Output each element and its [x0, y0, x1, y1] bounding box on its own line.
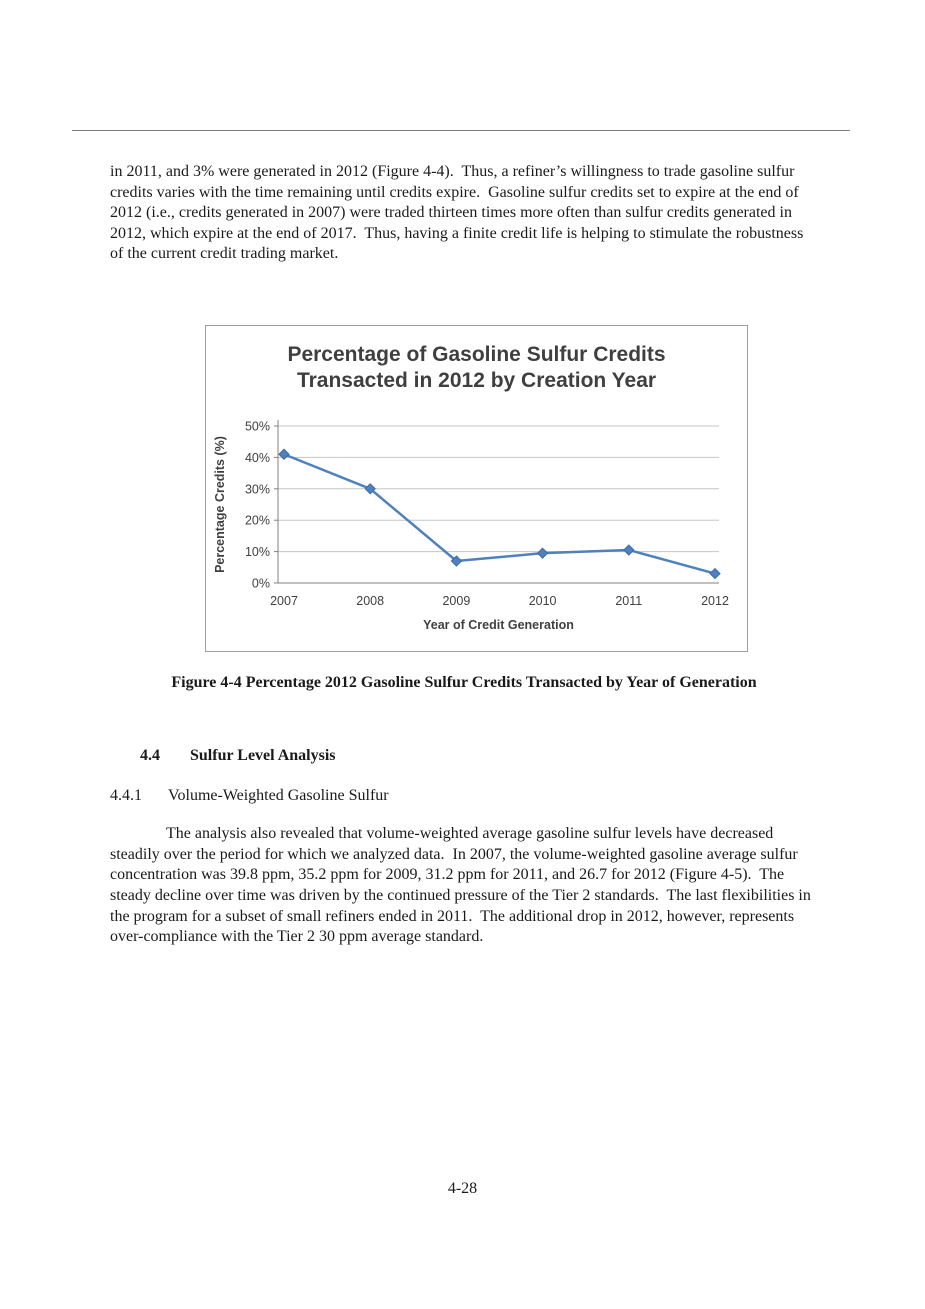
figure-4-4-chart	[205, 325, 748, 652]
subsection-heading-4-4-1	[110, 786, 818, 807]
svg-text:2008: 2008	[356, 593, 385, 608]
section-heading-4-4	[110, 746, 818, 767]
header-rule	[72, 130, 850, 131]
svg-text:Percentage Credits (%): Percentage Credits (%)	[213, 436, 227, 573]
figure-caption: Figure 4-4 Percentage 2012 Gasoline Sulfur Credits Transacted by Year of Generation	[171, 673, 757, 691]
svg-text:Year of Credit Generation: Year of Credit Generation	[423, 617, 574, 632]
svg-text:2009: 2009	[442, 593, 471, 608]
section-title: Sulfur Level Analysis	[190, 746, 336, 764]
paragraph-credit-trading: in 2011, and 3% were generated in 2012 (Figure 4-4). Thus, a refiner’s willingness to trade gasoline sulfur credits varies with the time remaining until credits expire. Gasoline sulfur credits set to expire at the end of 2012 (i.e., credits generated in 2007) were traded thirteen times more often than sulfur credits generated in 2012, which expire at the end of 2017. Thus, having a finite credit life is helping to stimulate the robustness of the current credit trading market.	[110, 163, 808, 263]
svg-text:2011: 2011	[615, 593, 643, 608]
svg-text:40%: 40%	[244, 450, 270, 465]
subsection-number: 4.4.1	[110, 786, 142, 804]
svg-text:2012: 2012	[701, 593, 729, 608]
svg-text:10%: 10%	[244, 545, 270, 560]
svg-text:20%: 20%	[244, 513, 270, 528]
figure-plot	[206, 406, 747, 638]
page-content	[110, 162, 818, 948]
svg-text:30%: 30%	[244, 482, 270, 497]
page-number: 4-28	[447, 1180, 478, 1197]
chart-title-line1: Percentage of Gasoline Sulfur Credits	[287, 342, 666, 366]
svg-text:0%: 0%	[251, 576, 270, 591]
svg-text:2007: 2007	[270, 593, 298, 608]
svg-text:2010: 2010	[528, 593, 557, 608]
subsection-title: Volume-Weighted Gasoline Sulfur	[168, 786, 389, 804]
chart-title-line2: Transacted in 2012 by Creation Year	[296, 368, 657, 392]
chart-title	[206, 342, 747, 394]
section-number: 4.4	[140, 746, 160, 764]
svg-text:50%: 50%	[244, 419, 270, 434]
paragraph-sulfur-analysis: The analysis also revealed that volume-weighted average gasoline sulfur levels have decreased steadily over the period for which we analyzed data. In 2007, the volume-weighted gasoline average sulfur concentration was 39.8 ppm, 35.2 ppm for 2009, 31.2 ppm for 2011, and 26.7 for 2012 (Figure 4-5). The steady decline over time was driven by the continued pressure of the Tier 2 standards. The last flexibilities in the program for a subset of small refiners ended in 2011. The additional drop in 2012, however, represents over-compliance with the Tier 2 30 ppm average standard.	[110, 825, 815, 946]
